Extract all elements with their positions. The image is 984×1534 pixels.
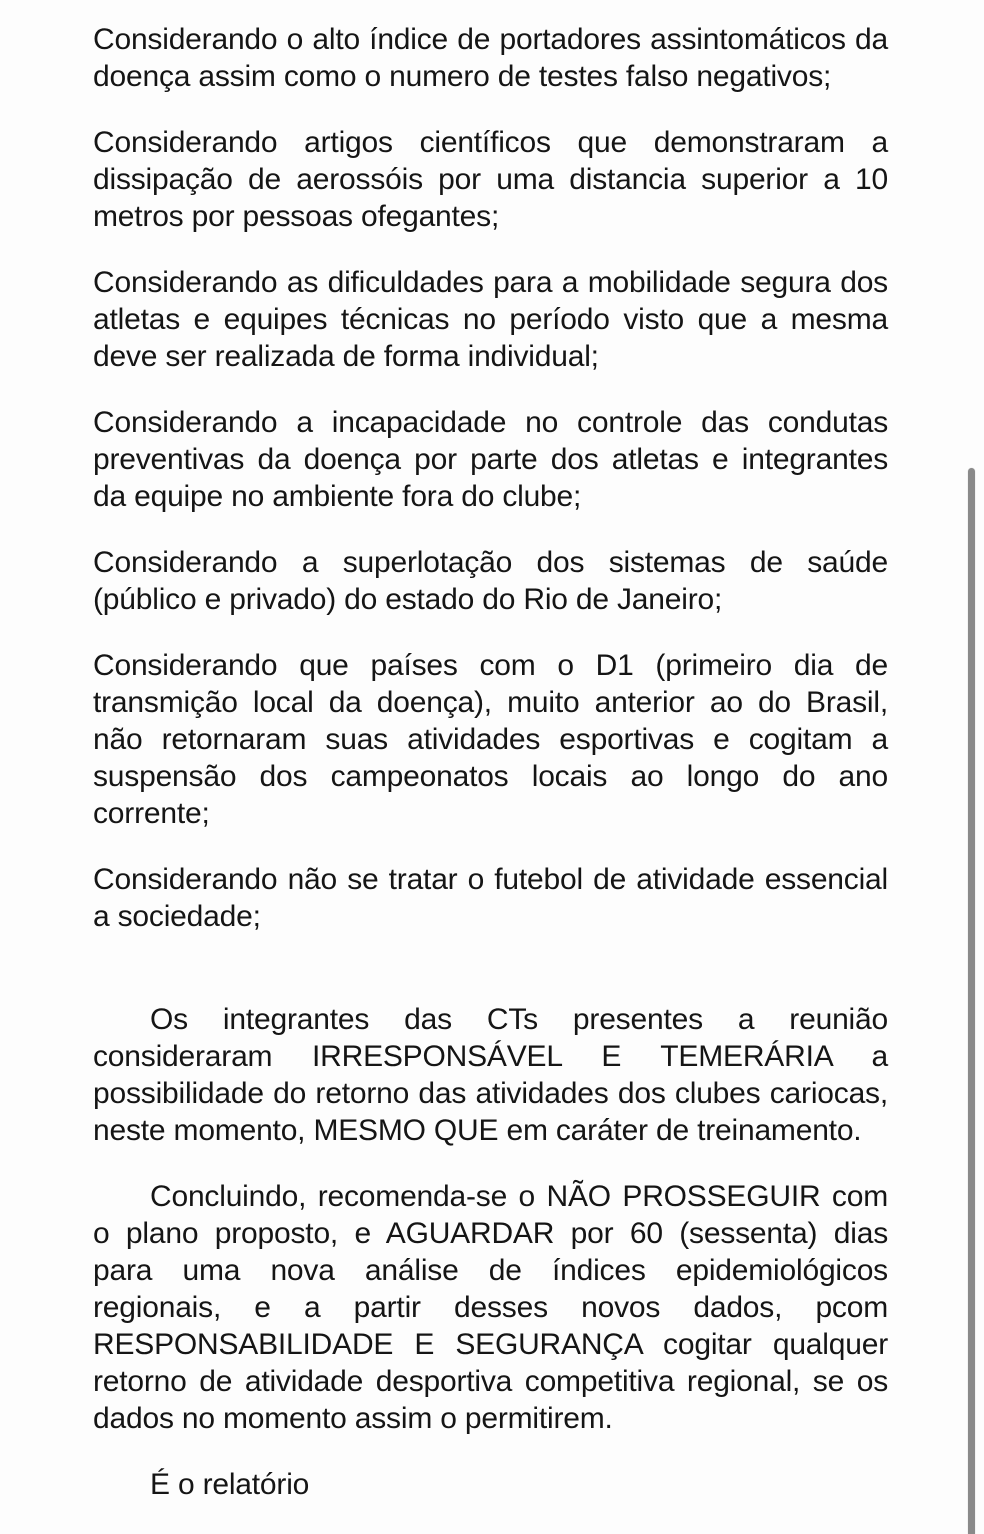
paragraph-considerando-mobility: Considerando as dificuldades para a mobilidade segura dos atletas e equipes técnicas no período visto que a mesma deve ser realizada de forma individual; — [93, 266, 888, 373]
paragraph-considerando-not-essential: Considerando não se tratar o futebol de atividade essencial a sociedade; — [93, 863, 888, 933]
paragraph-considerando-conduct-control: Considerando a incapacidade no controle das condutas preventivas da doença por parte dos atletas e integrantes da equipe no ambiente fora do clube; — [93, 406, 888, 513]
paragraph-recommendation: Concluindo, recomenda-se o NÃO PROSSEGUIR com o plano proposto, e AGUARDAR por 60 (sessenta) dias para uma nova análise de índices epidemiológicos regionais, e a partir desses novos dados, pcom RESPONSABILIDADE E SEGURANÇA cogitar qualquer retorno de atividade desportiva competitiva regional, se os dados no momento assim o permitirem. — [93, 1180, 888, 1435]
paragraph-committee-conclusion: Os integrantes das CTs presentes a reunião consideraram IRRESPONSÁVEL E TEMERÁRIA a possibilidade do retorno das atividades dos clubes cariocas, neste momento, MESMO QUE em caráter de treinamento. — [93, 1003, 888, 1147]
paragraph-considerando-health-system: Considerando a superlotação dos sistemas de saúde (público e privado) do estado do Rio de Janeiro; — [93, 546, 888, 616]
scrollbar-track[interactable] — [968, 0, 984, 1534]
paragraph-considerando-asymptomatic: Considerando o alto índice de portadores assintomáticos da doença assim como o numero de testes falso negativos; — [93, 23, 888, 93]
scrollbar-thumb[interactable] — [968, 468, 975, 1534]
paragraph-considerando-other-countries: Considerando que países com o D1 (primeiro dia de transmição local da doença), muito anterior ao do Brasil, não retornaram suas atividades esportivas e cogitam a suspensão dos campeonatos locais ao longo do ano corrente; — [93, 649, 888, 830]
paragraph-considerando-aerosols: Considerando artigos científicos que demonstraram a dissipação de aerossóis por uma distancia superior a 10 metros por pessoas ofegantes; — [93, 126, 888, 233]
paragraph-closing-statement: É o relatório — [150, 1468, 310, 1501]
